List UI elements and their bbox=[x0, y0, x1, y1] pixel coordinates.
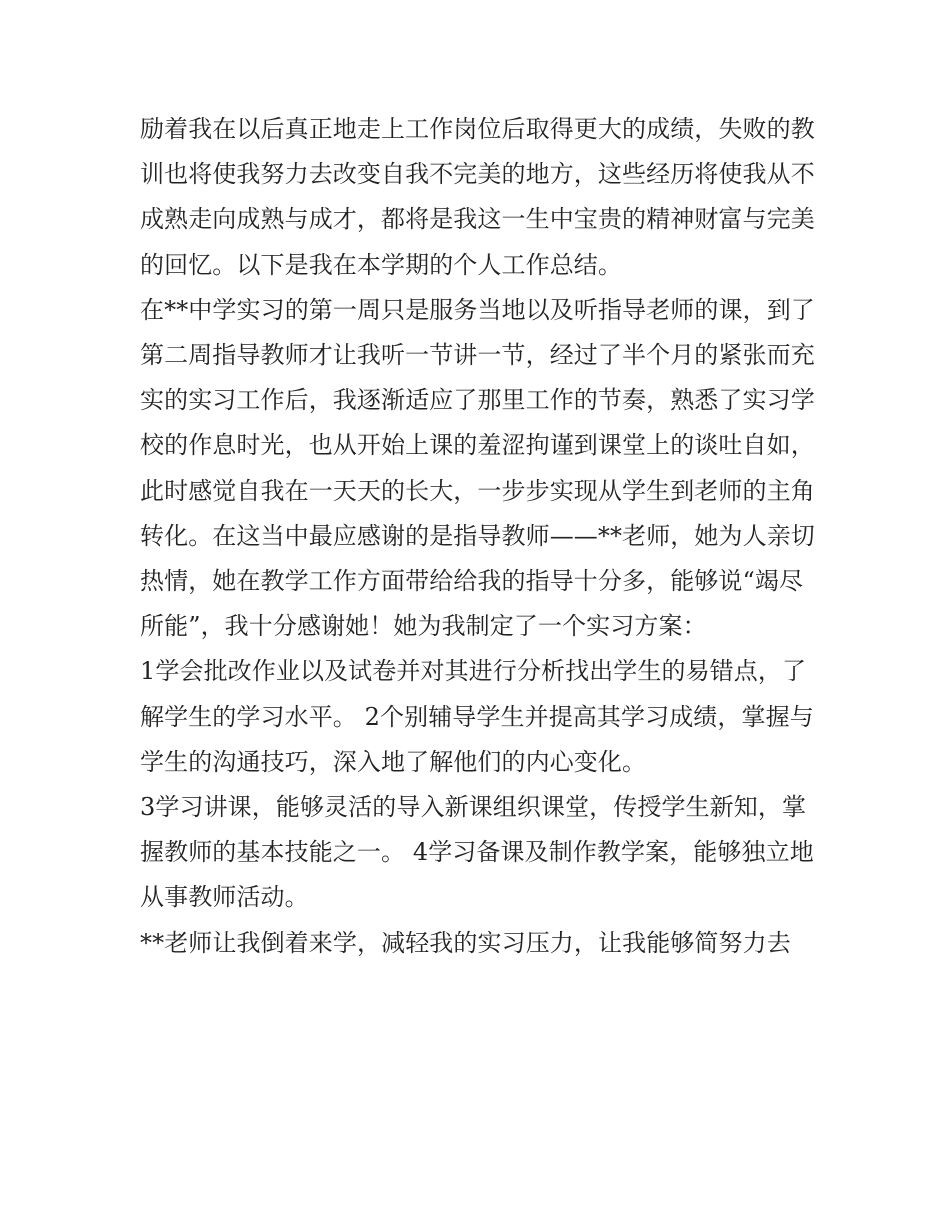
paragraph-3: 1学会批改作业以及试卷并对其进行分析找出学生的易错点，了解学生的学习水平。 2个别辅导学生并提高其学习成绩，掌握与学生的沟通技巧，深入地了解他们的内心变化。 bbox=[140, 657, 814, 776]
paragraph-2: 在**中学实习的第一周只是服务当地以及听指导老师的课，到了第二周指导教师才让我听一节讲一节，经过了半个月的紧张而充实的实习工作后，我逐渐适应了那里工作的节奏，熟悉了实习学校的作息时光，也从开始上课的羞涩拘谨到课堂上的谈吐自如，此时感觉自我在一天天的长大，一步步实现从学生到老师的主角转化。在这当中最应感谢的是指导教师——**老师，她为人亲切热情，她在教学工作方面带给给我的指导十分多，能够说“竭尽所能”，我十分感谢她！她为我制定了一个实习方案： bbox=[140, 295, 815, 641]
paragraph-4: 3学习讲课，能够灵活的导入新课组织课堂，传授学生新知，掌握教师的基本技能之一。 4学习备课及制作教学案，能够独立地从事教师活动。 bbox=[140, 793, 814, 912]
paragraph-5: **老师让我倒着来学，减轻我的实习压力，让我能够简努力去 bbox=[140, 928, 791, 957]
document-body bbox=[140, 107, 815, 966]
paragraph-1: 励着我在以后真正地走上工作岗位后取得更大的成绩，失败的教训也将使我努力去改变自我不完美的地方，这些经历将使我从不成熟走向成熟与成才，都将是我这一生中宝贵的精神财富与完美的回忆。以下是我在本学期的个人工作总结。 bbox=[140, 115, 815, 279]
